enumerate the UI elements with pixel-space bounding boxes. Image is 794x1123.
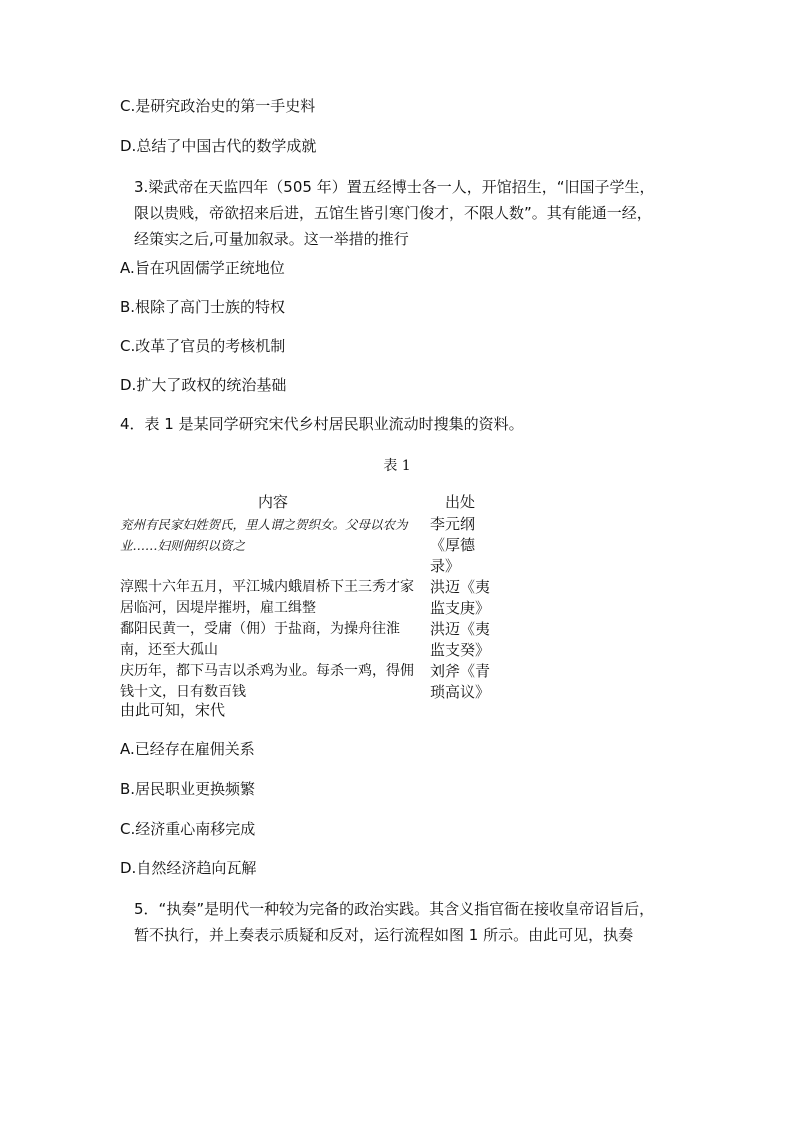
q3-stem-line: 限以贵贱，帝欲招来后进，五馆生皆引寒门俊才，不限人数”。其有能通一经， [134, 204, 652, 222]
row-source: 洪迈《夷监支庚》 [430, 578, 491, 617]
table-row [120, 661, 494, 703]
q4-option-a: A.已经存在雇佣关系 [120, 740, 255, 758]
table-row [120, 514, 494, 577]
q3-stem-line: 经策实之后,可量加叙录。这一举措的推行 [134, 230, 409, 248]
table-header-row [120, 492, 494, 514]
source-table [120, 492, 494, 703]
q2-option-d: D.总结了中国古代的数学成就 [120, 137, 317, 155]
q4-option-b: B.居民职业更换频繁 [120, 780, 256, 798]
q3-option-a: A.旨在巩固儒学正统地位 [120, 259, 285, 277]
q3-option-c: C.改革了官员的考核机制 [120, 337, 286, 355]
header-source: 出处 [444, 493, 475, 511]
q5-stem-line: 暂不执行，并上奏表示质疑和反对，运行流程如图 1 所示。由此可见，执奏 [134, 926, 634, 944]
row-content: 淳熙十六年五月，平江城内蛾眉桥下王三秀才家居临河，因堤岸摧坍，雇工缉整 [120, 579, 414, 616]
q5-stem-line: 5．“执奏”是明代一种较为完备的政治实践。其含义指官衙在接收皇帝诏旨后， [134, 900, 655, 918]
row-source: 李元纲《厚德录》 [430, 515, 476, 575]
q3-stem-line: 3.梁武帝在天监四年（505 年）置五经博士各一人，开馆招生，“旧国子学生， [134, 178, 655, 196]
table-row [120, 619, 494, 661]
q4-stem: 4．表 1 是某同学研究宋代乡村居民职业流动时搜集的资料。 [120, 415, 524, 433]
row-source: 刘斧《青琐高议》 [430, 662, 491, 701]
q3-option-d: D.扩大了政权的统治基础 [120, 376, 287, 394]
table-caption: 表 1 [383, 458, 411, 474]
q4-followup: 由此可知，宋代 [120, 701, 226, 719]
row-content: 鄱阳民黄一，受庸（佣）于盐商，为操舟往淮南，还至大孤山 [120, 621, 400, 658]
q4-option-c: C.经济重心南移完成 [120, 820, 256, 838]
row-content: 兖州有民家妇姓贺氏，里人谓之贺织女。父母以农为业……妇则佣织以资之 [120, 517, 408, 553]
table-row [120, 577, 494, 619]
q2-option-c: C.是研究政治史的第一手史料 [120, 97, 316, 115]
q5-stem [134, 896, 694, 948]
row-source: 洪迈《夷监支癸》 [430, 620, 491, 659]
q3-option-b: B.根除了高门士族的特权 [120, 298, 286, 316]
header-content: 内容 [257, 493, 288, 511]
q3-stem [134, 174, 694, 252]
q4-option-d: D.自然经济趋向瓦解 [120, 859, 257, 877]
row-content: 庆历年，都下马吉以杀鸡为业。每杀一鸡，得佣钱十文，日有数百钱 [120, 663, 414, 700]
